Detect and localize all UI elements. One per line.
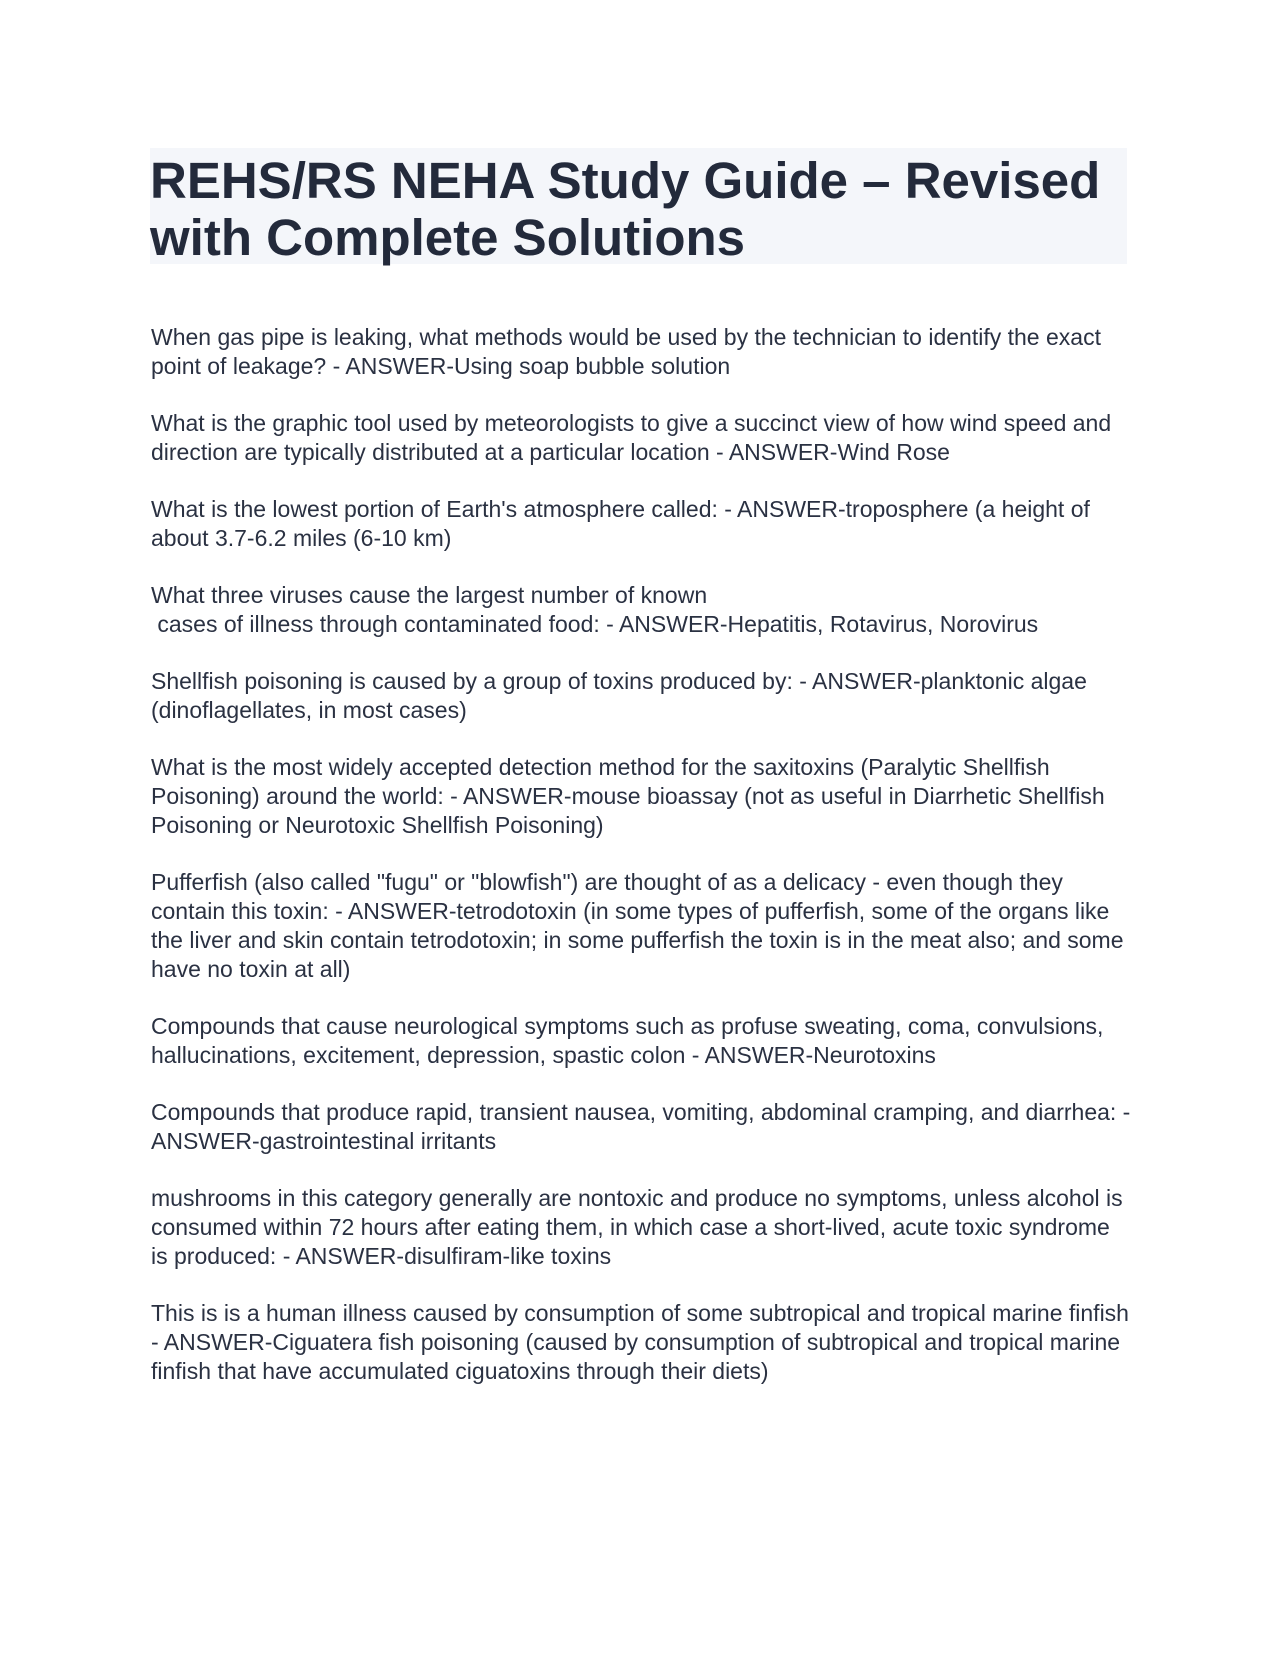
qa-entry: Compounds that cause neurological symptoms such as profuse sweating, coma, convulsions, hallucinations, excitement, depression, spastic colon - ANSWER-Neurotoxins bbox=[151, 1013, 1110, 1068]
page-title: REHS/RS NEHA Study Guide – Revised with Complete Solutions bbox=[150, 152, 1101, 266]
qa-entry: When gas pipe is leaking, what methods would be used by the technician to identify the exact point of leakage? - ANSWER-Using soap bubble solution bbox=[151, 324, 1108, 379]
qa-entry: What three viruses cause the largest number of known cases of illness through contaminated food: - ANSWER-Hepatitis, Rotavirus, Norovirus bbox=[151, 582, 1039, 637]
qa-entry: What is the most widely accepted detection method for the saxitoxins (Paralytic Shellfish Poisoning) around the world: - ANSWER-mouse bioassay (not as useful in Diarrhetic Shellfish Poisoning or Neurotoxic Shellfish Poisoning) bbox=[151, 754, 1112, 838]
title-block bbox=[150, 148, 1127, 264]
qa-entry: Compounds that produce rapid, transient nausea, vomiting, abdominal cramping, and diarrhea: - ANSWER-gastrointestinal irritants bbox=[151, 1099, 1136, 1154]
qa-entry: Pufferfish (also called "fugu" or "blowfish") are thought of as a delicacy - even though they contain this toxin: - ANSWER-tetrodotoxin (in some types of pufferfish, some of the organs like the liver and skin contain tetrodotoxin; in some pufferfish the toxin is in the meat also; and some have no toxin at all) bbox=[151, 869, 1130, 982]
qa-entry: This is is a human illness caused by consumption of some subtropical and tropical marine finfish - ANSWER-Ciguatera fish poisoning (caused by consumption of subtropical and tropical marine finfish that have accumulated ciguatoxins through their diets) bbox=[151, 1300, 1136, 1384]
qa-entry: Shellfish poisoning is caused by a group of toxins produced by: - ANSWER-planktonic algae (dinoflagellates, in most cases) bbox=[151, 668, 1094, 723]
qa-entry: What is the lowest portion of Earth's atmosphere called: - ANSWER-troposphere (a height of about 3.7-6.2 miles (6-10 km) bbox=[151, 496, 1097, 551]
qa-entry: What is the graphic tool used by meteorologists to give a succinct view of how wind speed and direction are typically distributed at a particular location - ANSWER-Wind Rose bbox=[151, 410, 1118, 465]
qa-list bbox=[151, 323, 1136, 1414]
qa-entry: mushrooms in this category generally are nontoxic and produce no symptoms, unless alcohol is consumed within 72 hours after eating them, in which case a short-lived, acute toxic syndrome is produced: - ANSWER-disulfiram-like toxins bbox=[151, 1185, 1129, 1269]
